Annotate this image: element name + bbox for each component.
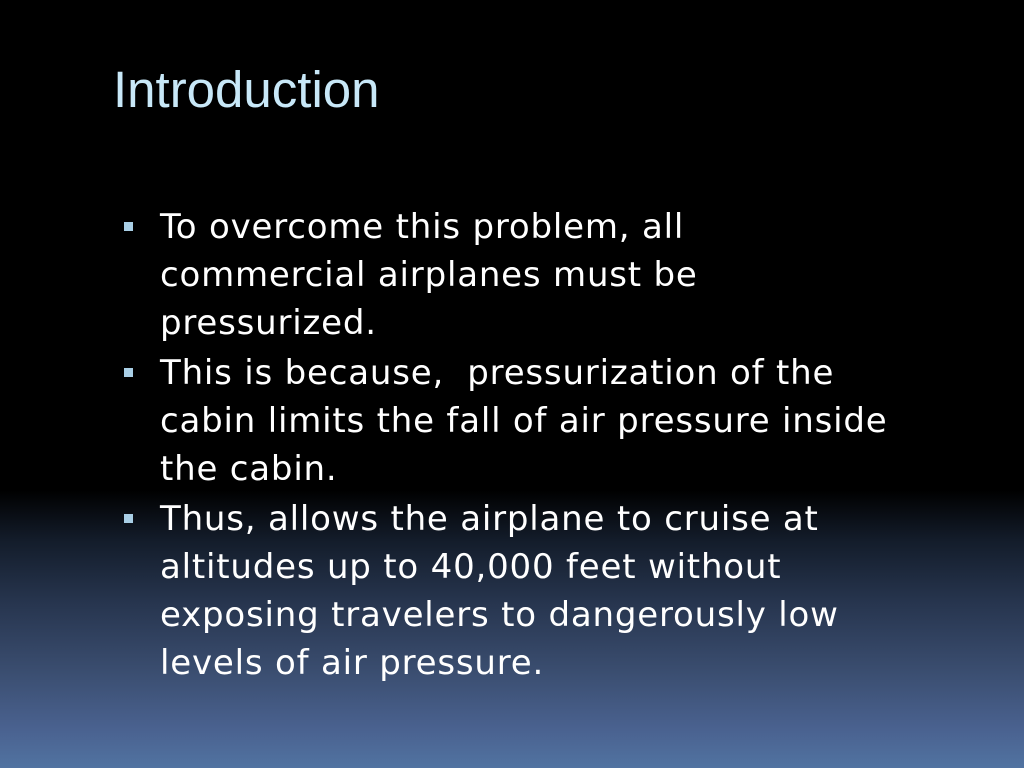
square-bullet-icon — [124, 368, 133, 377]
bullet-item — [118, 495, 978, 687]
bullet-text: Thus, allows the airplane to cruise at altitudes up to 40,000 feet without exposing travelers to dangerously low levels of air pressure. — [160, 499, 839, 683]
bullet-text: To overcome this problem, all commercial airplanes must be pressurized. — [160, 207, 698, 343]
bullet-item — [118, 203, 978, 347]
slide-title: Introduction — [113, 61, 380, 118]
bullet-list — [118, 203, 978, 689]
bullet-text: This is because, pressurization of the cabin limits the fall of air pressure inside the cabin. — [160, 353, 888, 489]
square-bullet-icon — [124, 222, 133, 231]
bullet-item — [118, 349, 978, 493]
square-bullet-icon — [124, 514, 133, 523]
